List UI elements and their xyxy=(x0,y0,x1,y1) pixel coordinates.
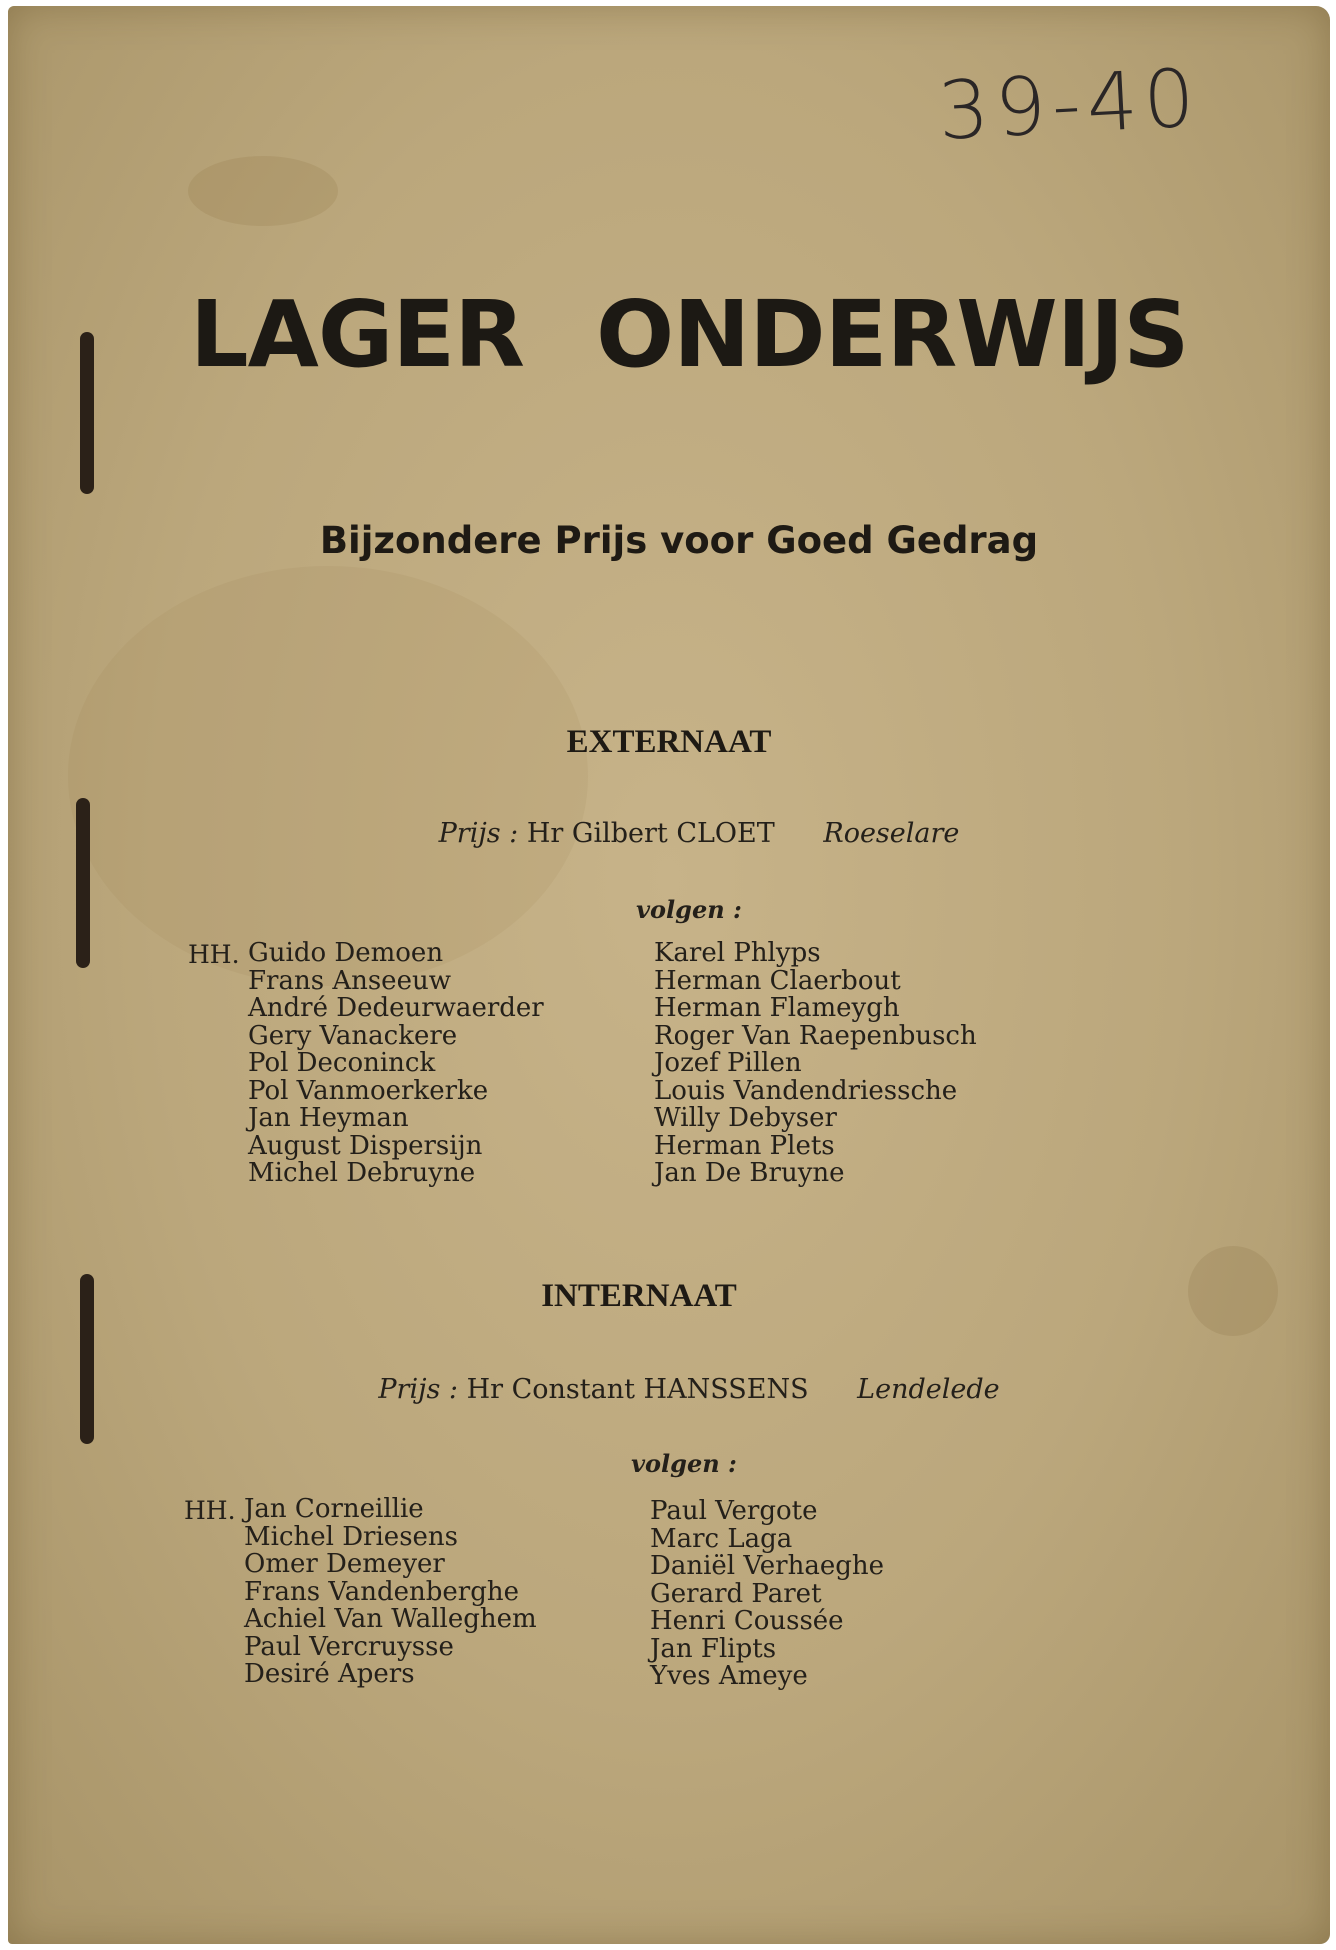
booklet-cover xyxy=(8,6,1330,1944)
internaat-names-right xyxy=(650,1498,884,1691)
internaat-follow-label: volgen : xyxy=(631,1449,737,1478)
prize-label: Prijs : xyxy=(378,1374,458,1405)
name-item: Gery Vanackere xyxy=(248,1020,458,1051)
name-item: Herman Plets xyxy=(654,1130,835,1161)
name-item: Guido Demoen xyxy=(248,938,444,968)
name-item: Jozef Pillen xyxy=(654,1048,802,1078)
name-item: Yves Ameye xyxy=(650,1661,808,1691)
name-item: Frans Anseeuw xyxy=(248,965,451,996)
name-item: Jan Corneillie xyxy=(244,1494,424,1524)
name-item: André Dedeurwaerder xyxy=(248,993,544,1023)
prize-label: Prijs : xyxy=(438,818,519,849)
externaat-follow-label: volgen : xyxy=(636,895,742,924)
name-item: Michel Driesens xyxy=(244,1521,459,1552)
prize-winner: Hr Gilbert CLOET xyxy=(526,818,775,849)
prize-city: Roeselare xyxy=(823,818,960,849)
externaat-names-left xyxy=(248,940,544,1188)
name-item: Louis Vandendriessche xyxy=(654,1075,958,1106)
subtitle: Bijzondere Prijs voor Goed Gedrag xyxy=(319,519,1039,562)
name-item: Jan Flipts xyxy=(650,1633,777,1664)
name-item: Achiel Van Walleghem xyxy=(244,1604,537,1634)
prize-winner: Hr Constant HANSSENS xyxy=(466,1374,809,1405)
name-item: Gerard Paret xyxy=(650,1578,822,1609)
externaat-heading: EXTERNAAT xyxy=(566,724,772,760)
internaat-prefix: HH. xyxy=(184,1496,236,1525)
name-item: Desiré Apers xyxy=(244,1659,415,1689)
name-item: Henri Coussée xyxy=(650,1606,844,1636)
name-item: Pol Vanmoerkerke xyxy=(248,1075,489,1106)
name-item: Herman Claerbout xyxy=(654,965,901,996)
name-item: Pol Deconinck xyxy=(248,1048,436,1078)
name-item: Jan Heyman xyxy=(248,1103,409,1133)
prize-city: Lendelede xyxy=(857,1374,1000,1405)
name-item: Daniël Verhaeghe xyxy=(650,1551,884,1581)
name-item: Omer Demeyer xyxy=(244,1549,445,1579)
name-item: Michel Debruyne xyxy=(248,1158,476,1188)
name-item: August Dispersijn xyxy=(248,1130,483,1161)
name-item: Karel Phlyps xyxy=(654,938,821,968)
internaat-prize xyxy=(8,1374,1330,1405)
name-item: Marc Laga xyxy=(650,1523,793,1554)
name-item: Herman Flameygh xyxy=(654,993,900,1023)
name-item: Roger Van Raepenbusch xyxy=(654,1020,977,1051)
page-title xyxy=(190,281,1189,388)
title-word-onderwijs: ONDERWIJS xyxy=(596,281,1189,388)
handwritten-year-note: 39-40 xyxy=(935,51,1203,158)
internaat-names-left xyxy=(244,1496,537,1689)
internaat-heading: INTERNAAT xyxy=(541,1278,737,1314)
externaat-names-right xyxy=(654,940,977,1188)
stain xyxy=(188,156,338,226)
externaat-prefix: HH. xyxy=(188,940,240,969)
name-item: Willy Debyser xyxy=(654,1103,837,1133)
name-item: Jan De Bruyne xyxy=(654,1158,845,1188)
name-item: Paul Vercruysse xyxy=(244,1631,454,1662)
name-item: Frans Vandenberghe xyxy=(244,1576,519,1607)
externaat-prize xyxy=(8,818,1330,849)
binding-staple xyxy=(80,332,94,494)
title-word-lager: LAGER xyxy=(190,281,525,388)
name-item: Paul Vergote xyxy=(650,1496,818,1526)
